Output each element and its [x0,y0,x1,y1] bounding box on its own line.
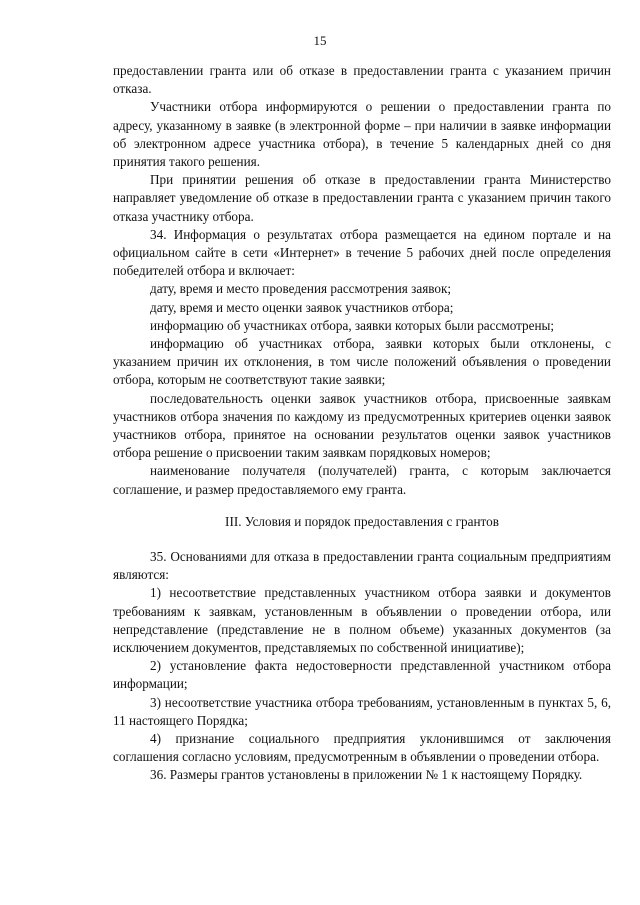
section-heading-block [113,513,611,531]
list-item: последовательность оценки заявок участников отбора, присвоенные заявкам участников отбора значения по каждому из предусмотренных критериев оценки заявок участников отбора, принятое на основании результатов оценки заявок участников отбора решение о присвоении таким заявкам порядковых номеров; [113,390,611,461]
paragraph: 34. Информация о результатах отбора размещается на едином портале и на официальном сайте в сети «Интернет» в течение 5 рабочих дней после определения победителей отбора и включает: [113,226,611,279]
list-item: дату, время и место оценки заявок участников отбора; [150,299,454,315]
list-item: 4) признание социального предприятия уклонившимся от заключения соглашения согласно условиям, предусмотренным в объявлении о проведении отбора. [113,731,611,765]
body-text-bottom [113,548,611,785]
paragraph: Участники отбора информируются о решении о предоставлении гранта по адресу, указанному в заявке (в электронной форме – при наличии в заявке информации об электронном адресе участника отбора), в течение 5 календарных дней со дня принятия такого решения. [113,99,611,170]
paragraph: 36. Размеры грантов установлены в приложении № 1 к настоящему Порядку. [150,767,583,783]
list-item: информацию об участниках отбора, заявки которых были рассмотрены; [150,317,555,333]
paragraph: предоставлении гранта или об отказе в предоставлении гранта с указанием причин отказа. [113,63,611,97]
section-heading: III. Условия и порядок предоставления с грантов [225,514,499,529]
list-item: наименование получателя (получателей) гранта, с которым заключается соглашение, и размер предоставляемого ему гранта. [113,463,611,497]
paragraph: 35. Основаниями для отказа в предоставлении гранта социальным предприятиям являются: [113,549,611,583]
list-item: информацию об участниках отбора, заявки которых были отклонены, с указанием причин их отклонения, в том числе положений объявления о проведении отбора, которым не соответствуют такие заявки; [113,336,611,388]
body-text-top [113,62,611,499]
list-item: 2) установление факта недостоверности представленной участником отбора информации; [113,658,611,692]
list-item: 1) несоответствие представленных участником отбора заявки и документов требованиям к заявкам, установленным в объявлении о проведении отбора, или непредставление (представление не в полном объеме) указанных документов (за исключением документов, представляемых по собственной инициативе); [113,585,611,656]
page-number: 15 [313,33,327,48]
list-item: 3) несоответствие участника отбора требованиям, установленным в пунктах 5, 6, 11 настоящего Порядка; [113,694,611,728]
paragraph: При принятии решения об отказе в предоставлении гранта Министерство направляет уведомление об отказе в предоставлении гранта с указанием причин такого отказа участнику отбора. [113,172,611,224]
list-item: дату, время и место проведения рассмотрения заявок; [150,281,452,297]
